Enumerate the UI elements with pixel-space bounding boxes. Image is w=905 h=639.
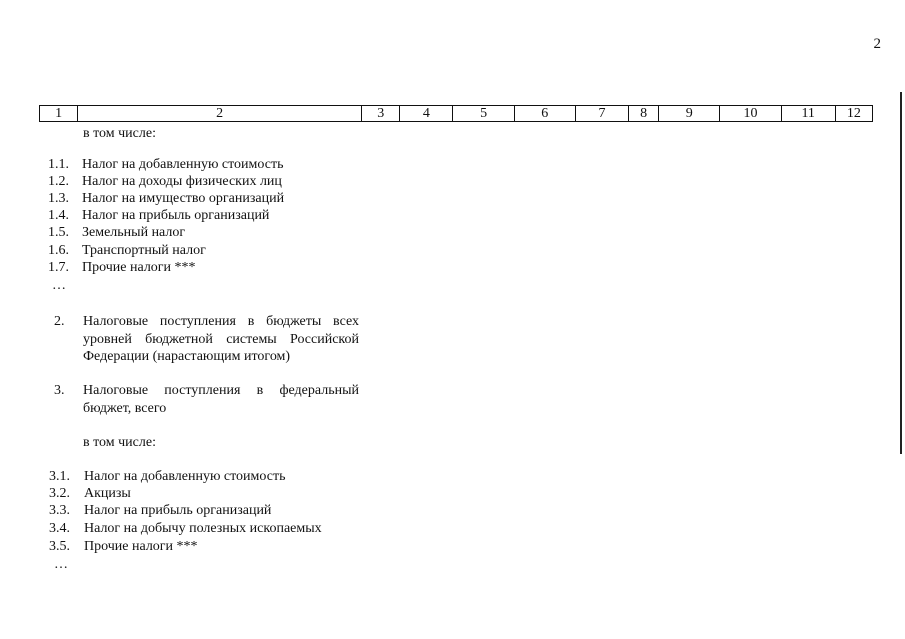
item-number: 1.2. xyxy=(48,174,69,189)
header-cell: 1 xyxy=(40,106,78,122)
item-number: 1.5. xyxy=(48,225,69,240)
header-cell: 11 xyxy=(781,106,835,122)
header-cell: 5 xyxy=(453,106,514,122)
item-number: 1.7. xyxy=(48,260,69,275)
section1-intro: в том числе: xyxy=(83,126,156,141)
item-text: Земельный налог xyxy=(82,225,186,240)
ellipsis: … xyxy=(52,278,66,293)
item-number: 1.1. xyxy=(48,157,69,172)
item-text: Прочие налоги *** xyxy=(84,539,198,554)
item-text: Акцизы xyxy=(84,486,131,501)
item-text: Транспортный налог xyxy=(82,243,206,258)
heading-line: Федерации (нарастающим итогом) xyxy=(83,349,291,364)
section2-number: 2. xyxy=(54,314,65,329)
item-text: Налог на доходы физических лиц xyxy=(82,174,282,189)
heading-line: Налоговые поступления в бюджеты всех xyxy=(83,314,359,329)
header-cell: 10 xyxy=(720,106,781,122)
header-cell: 12 xyxy=(835,106,872,122)
item-text: Прочие налоги *** xyxy=(82,260,196,275)
margin-rule xyxy=(900,92,902,454)
item-text: Налог на прибыль организаций xyxy=(84,503,272,518)
header-cell: 7 xyxy=(575,106,628,122)
header-cell: 2 xyxy=(78,106,362,122)
item-number: 3.3. xyxy=(49,503,70,518)
ellipsis: … xyxy=(54,557,68,572)
item-number: 1.3. xyxy=(48,191,69,206)
header-cell: 6 xyxy=(514,106,575,122)
item-number: 1.6. xyxy=(48,243,69,258)
item-number: 1.4. xyxy=(48,208,69,223)
page-number: 2 xyxy=(873,36,881,52)
item-number: 3.1. xyxy=(49,469,70,484)
section3-intro: в том числе: xyxy=(83,435,156,450)
item-text: Налог на добавленную стоимость xyxy=(84,469,286,484)
item-text: Налог на прибыль организаций xyxy=(82,208,270,223)
section3-heading xyxy=(83,382,359,417)
header-cell: 9 xyxy=(659,106,720,122)
item-text: Налог на имущество организаций xyxy=(82,191,285,206)
item-text: Налог на добычу полезных ископаемых xyxy=(84,521,322,536)
item-number: 3.4. xyxy=(49,521,70,536)
section3-number: 3. xyxy=(54,383,65,398)
item-text: Налог на добавленную стоимость xyxy=(82,157,284,172)
heading-line: уровней бюджетной системы Российской xyxy=(83,331,359,347)
item-number: 3.2. xyxy=(49,486,70,501)
heading-line: Налоговые поступления в федеральный xyxy=(83,383,359,398)
section2-heading xyxy=(83,313,359,366)
header-cell: 4 xyxy=(400,106,453,122)
item-number: 3.5. xyxy=(49,539,70,554)
header-cell: 3 xyxy=(362,106,400,122)
column-number-header xyxy=(39,105,873,122)
header-row xyxy=(40,106,873,122)
header-cell: 8 xyxy=(629,106,659,122)
heading-line: бюджет, всего xyxy=(83,400,167,416)
